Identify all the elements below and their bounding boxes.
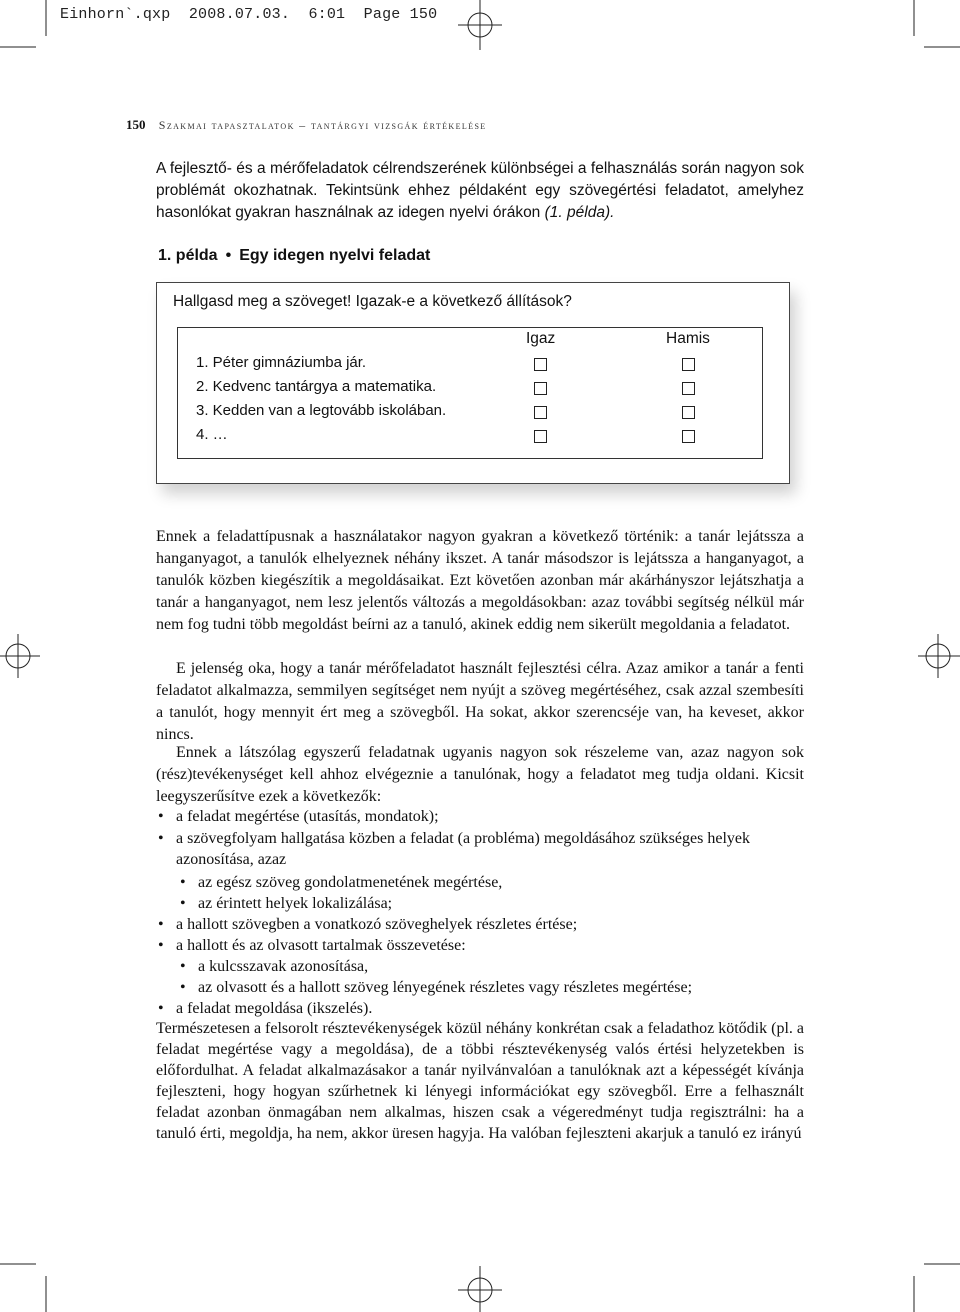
running-head [126, 117, 487, 133]
list-item [156, 935, 816, 956]
false-checkbox[interactable] [682, 382, 695, 395]
intro-text: A fejlesztő- és a mérőfeladatok célrendszerének különbségei a felhasználás során nagyon sok problémát okozhatnak. Tekintsünk ehhez példaként egy szövegértési feladatot, amelyhez hasonlókat gyakran használnak az idegen nyelvi órákon [156, 160, 804, 221]
column-header-true: Igaz [526, 330, 556, 347]
true-checkbox[interactable] [534, 358, 547, 371]
list-item-text: a kulcsszavak azonosítása, [198, 958, 369, 975]
example-label: 1. példa [158, 247, 218, 264]
table-row [178, 426, 762, 450]
list-item-text: az egész szöveg gondolatmenetének megértése, [198, 874, 503, 891]
table-row [178, 402, 762, 426]
table-row [178, 378, 762, 402]
list-item-text: a hallott szövegben a vonatkozó szöveghelyek részletes értése; [176, 916, 578, 933]
body-paragraph-1: Ennek a feladattípusnak a használatakor nagyon gyakran a következő történik: a tanár lejátssza a hanganyagot, a tanulók elhelyeznek néhány ikszet. A tanár másodszor is lejátssza a hanganyagot, a tanulók közben kiegészítik a megoldásaikat. Ezt követően azonban már akárhányszor lejátszhatja a tanár a hanganyagot, nem lesz jelentős változás a megoldásokban: azaz további segítség nélkül már nem fog tudni több megoldást beírni az a tanuló, akinek eddig nem sikerült megoldania a feladatot. [156, 528, 804, 633]
statement-text: 3. Kedden van a legtovább iskolában. [196, 402, 447, 419]
closing-paragraph: Természetesen a felsorolt résztevékenységek közül néhány konkrétan csak a feladathoz kötődik (pl. a feladat megértése vagy a megoldása), de a többi résztevékenység valós értési helyzetekben is előfordulhat. A feladat alkalmazásakor a tanár nyilvánvalóan a tanulóknak azt a képességét kívánja fejleszteni, hogy hogyan szűrhetnek ki lényegi információkat egy szövegből. Erre a felhasznált feladat azonban önmagában nem alkalmas, hiszen csak a végeredményt tudja regisztrálni: ha a tanuló érti, megoldja, ha nem, akkor üresen hagyja. Ha valóban fejleszteni akarjuk a tanuló ez irányú [156, 1020, 804, 1142]
example-heading [158, 247, 430, 265]
true-checkbox[interactable] [534, 430, 547, 443]
task-instruction: Hallgasd meg a szöveget! Igazak-e a következő állítások? [173, 293, 572, 310]
table-row [178, 354, 762, 378]
intro-paragraph [156, 158, 804, 224]
list-item [156, 872, 816, 893]
slug-filename: Einhorn`.qxp [60, 6, 171, 23]
example-bullet: • [225, 247, 232, 264]
slug-date: 2008.07.03. [188, 6, 291, 23]
list-item [156, 828, 816, 870]
bullet-icon: • [158, 916, 164, 933]
list-item-text: az érintett helyek lokalizálása; [198, 895, 393, 912]
list-item-text: a hallott és az olvasott tartalmak összevetése: [176, 937, 466, 954]
body-paragraph-3: Ennek a látszólag egyszerű feladatnak ugyanis nagyon sok részeleme van, azaz nagyon sok (rész)tevékenységet kell ahhoz elvégeznie a tanulónak, hogy a feladatot meg tudja oldani. Kicsit leegyszerűsítve ezek a következők: [156, 744, 804, 805]
list-item [156, 956, 816, 977]
list-item [156, 806, 816, 827]
slug-page-label: Page 150 [363, 6, 438, 23]
slug-time: 6:01 [308, 6, 346, 23]
list-item-text: az olvasott és a hallott szöveg lényegének részletes vagy részletes megértése; [198, 979, 693, 996]
registration-mark-bottom [458, 1266, 502, 1312]
list-item [156, 914, 816, 935]
bullet-icon: • [158, 937, 164, 954]
statement-text: 1. Péter gimnáziumba jár. [196, 354, 367, 371]
task-box [156, 282, 790, 484]
printer-slug [60, 6, 437, 23]
bullet-icon: • [180, 895, 186, 912]
page-number: 150 [126, 117, 146, 132]
statement-text: 2. Kedvenc tantárgya a matematika. [196, 378, 437, 395]
list-item [156, 977, 816, 998]
false-checkbox[interactable] [682, 430, 695, 443]
bullet-icon: • [180, 958, 186, 975]
bullet-icon: • [158, 1000, 164, 1017]
list-item-text: a feladat megoldása (ikszelés). [176, 1000, 373, 1017]
registration-mark-top [458, 0, 502, 50]
bullet-icon: • [180, 979, 186, 996]
registration-mark-left [0, 634, 40, 678]
false-checkbox[interactable] [682, 406, 695, 419]
example-title-text: Egy idegen nyelvi feladat [239, 247, 431, 264]
column-header-false: Hamis [666, 330, 710, 347]
false-checkbox[interactable] [682, 358, 695, 371]
list-item-text: a szövegfolyam hallgatása közben a feladat (a probléma) megoldásához szükséges helyek azonosítása, azaz [176, 830, 750, 868]
bullet-icon: • [158, 830, 164, 847]
true-false-table [177, 327, 763, 459]
body-paragraph-2: E jelenség oka, hogy a tanár mérőfeladatot használt fejlesztési célra. Azaz amikor a tanár a fenti feladatot alkalmazza, semmilyen segítséget nem nyújt a szöveg megértéséhez, csak azzal szembesíti a tanulót, hogy mennyit ért meg a szövegből. Ha sokat, akkor szerencséje van, ha keveset, akkor nincs. [156, 660, 804, 743]
list-item-text: a feladat megértése (utasítás, mondatok); [176, 808, 439, 825]
true-checkbox[interactable] [534, 406, 547, 419]
intro-reference: (1. példa). [544, 204, 615, 221]
subtask-list [156, 806, 816, 1019]
bullet-icon: • [180, 874, 186, 891]
registration-mark-right [918, 634, 960, 678]
running-title: Szakmai tapasztalatok – tantárgyi vizsgák értékelése [158, 118, 487, 132]
true-checkbox[interactable] [534, 382, 547, 395]
bullet-icon: • [158, 808, 164, 825]
list-item [156, 998, 816, 1019]
list-item [156, 893, 816, 914]
statement-text: 4. … [196, 426, 228, 443]
